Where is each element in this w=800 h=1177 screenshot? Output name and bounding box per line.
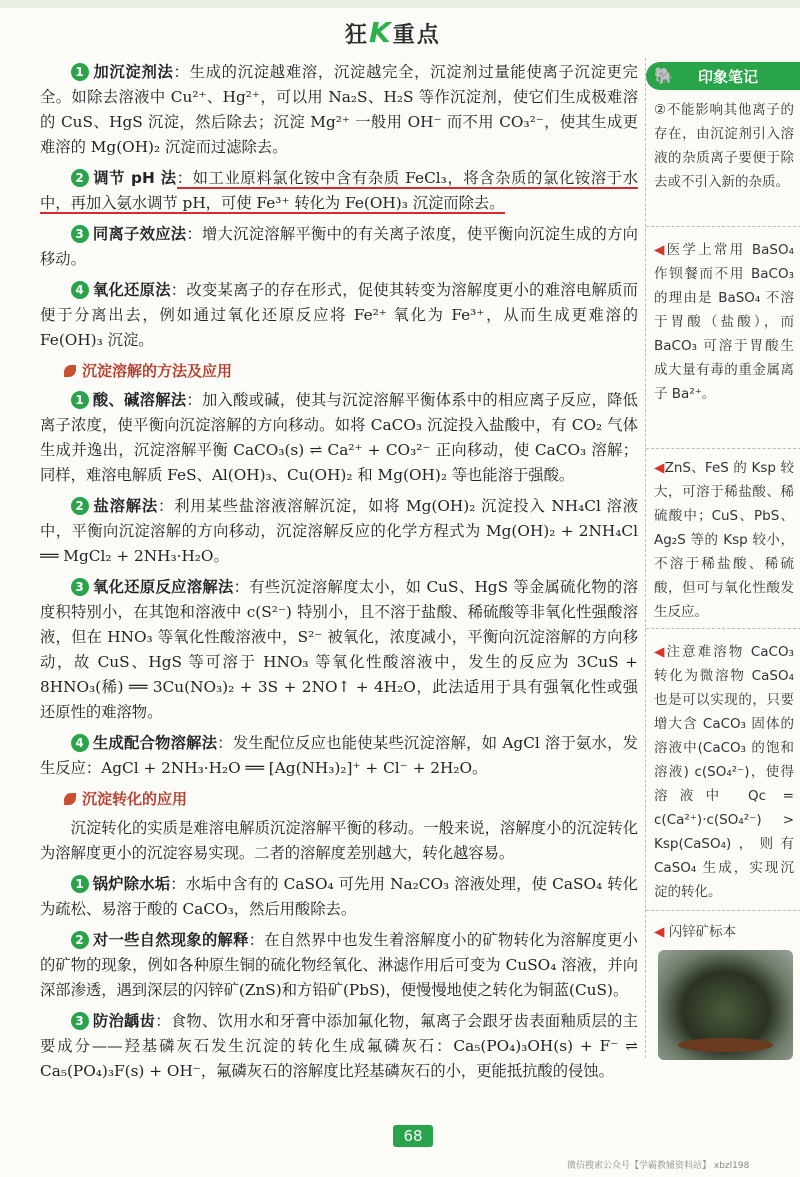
- para-4: [40, 278, 638, 353]
- note-5: [654, 920, 794, 944]
- para-q1: [40, 388, 638, 488]
- para-q2: [40, 494, 638, 569]
- num-4-icon: 4: [71, 281, 89, 299]
- para-1: [40, 60, 638, 160]
- note-4-text: 注意难溶物 CaCO₃ 转化为微溶物 CaSO₄ 也是可以实现的，只要增大含 CaCO₃ 固体的溶液中(CaCO₃ 的饱和溶液) c(SO₄²⁻)，使得溶液中 Qc = c(Ca²⁺)·c(SO₄²⁻) > Ksp(CaSO₄)，则有 CaSO₄ 生成，实现沉淀的转化。: [654, 644, 794, 900]
- elephant-icon: 🐘: [654, 66, 674, 85]
- num-3-icon: 3: [71, 225, 89, 243]
- num-3-icon: 3: [71, 1012, 89, 1030]
- q1-text: ：加入酸或碱，使其与沉淀溶解平衡体系中的相应离子反应，降低离子浓度，使平衡向沉淀溶解的方向移动。如将 CaCO₃ 沉淀投入盐酸中，有 CO₂ 气体生成并逸出，沉淀溶解平衡 CaCO₃(s) ⇌ Ca²⁺ + CO₃²⁻ 正向移动，使 CaCO₃ 溶解；同样，难溶电解质 FeS、Al(OH)₃、Cu(OH)₂ 和 Mg(OH)₂ 等也能溶于强酸。: [40, 391, 638, 484]
- para-r1: [40, 872, 638, 922]
- para-1-text: ：生成的沉淀越难溶，沉淀越完全，沉淀剂过量能使离子沉淀更完全。如除去溶液中 Cu²⁺、Hg²⁺，可以用 Na₂S、H₂S 等作沉淀剂，使它们生成极难溶的 CuS、HgS 沉淀，然后除去；沉淀 Mg²⁺ 一般用 OH⁻ 而不用 CO₃²⁻，使其生成更难溶的 Mg(OH)₂ 沉淀而过滤除去。: [40, 63, 638, 156]
- leaf-icon: [64, 365, 76, 377]
- para-intro: 沉淀转化的实质是难溶电解质沉淀溶解平衡的移动。一般来说，溶解度小的沉淀转化为溶解度更小的沉淀容易实现。二者的溶解度差别越大，转化越容易。: [40, 819, 638, 862]
- q2-label: 盐溶解法: [92, 497, 159, 515]
- specimen-base: [678, 1038, 773, 1052]
- q3-text: ：有些沉淀溶解度太小，如 CuS、HgS 等金属硫化物的溶度积特别小，在其饱和溶液中 c(S²⁻) 特别小，且不溶于盐酸、稀硫酸等非氧化性强酸溶液，但在 HNO₃ 等氧化性酸溶液中，S²⁻ 被氧化，浓度减小，平衡向沉淀溶解的方向移动，故 CuS、HgS 等可溶于 HNO₃ 等氧化性酸溶液中，发生的反应为 3CuS + 8HNO₃(稀) ══ 3Cu(NO₃)₂ + 3S + 2NO↑ + 4H₂O，此法适用于具有强氧化性或强还原性的难溶物。: [40, 578, 638, 721]
- triangle-icon: ◀: [654, 924, 665, 940]
- q3-label: 氧化还原反应溶解法: [92, 578, 234, 596]
- logo-right: 重点: [392, 23, 441, 48]
- logo-left: 狂: [345, 23, 370, 48]
- num-2-icon: 2: [71, 497, 89, 515]
- para-4-text: ：改变某离子的存在形式，促使其转变为溶解度更小的难溶电解质而便于分离出去，例如通过氧化还原反应将 Fe²⁺ 氧化为 Fe³⁺，从而生成更难溶的 Fe(OH)₃ 沉淀。: [40, 281, 638, 349]
- num-2-icon: 2: [71, 931, 89, 949]
- q1-label: 酸、碱溶解法: [92, 391, 187, 409]
- page-header: [0, 0, 800, 56]
- r1-text: ：水垢中含有的 CaSO₄ 可先用 Na₂CO₃ 溶液处理，使 CaSO₄ 转化为疏松、易溶于酸的 CaCO₃，然后用酸除去。: [40, 875, 638, 918]
- q4-label: 生成配合物溶解法: [92, 734, 218, 752]
- r1-label: 锅炉除水垢: [92, 875, 171, 893]
- divider: [646, 628, 800, 629]
- r3-label: 防治龋齿: [92, 1012, 156, 1030]
- note-1: ②不能影响其他离子的存在，由沉淀剂引入溶液的杂质离子要便于除去或不引入新的杂质。: [654, 102, 794, 190]
- para-q3: [40, 575, 638, 725]
- para-r2: [40, 928, 638, 1003]
- main-content: [40, 60, 638, 1090]
- triangle-icon: ◀: [654, 644, 667, 660]
- para-2: [40, 166, 638, 216]
- para-2-label: 调节 pH 法: [92, 169, 177, 187]
- divider: [646, 448, 800, 449]
- header-stripe: [0, 0, 800, 8]
- triangle-icon: ◀: [654, 460, 665, 476]
- sidebar-header: [646, 62, 800, 90]
- para-4-label: 氧化还原法: [92, 281, 171, 299]
- logo-k: K: [369, 16, 393, 49]
- note-3: [654, 456, 794, 624]
- para-1-label: 加沉淀剂法: [92, 63, 174, 81]
- para-q4: [40, 731, 638, 781]
- para-3-label: 同离子效应法: [92, 225, 187, 243]
- r2-text: ：在自然界中也发生着溶解度小的矿物转化为溶解度更小的矿物的现象，例如各种原生铜的硫化物经氧化、淋滤作用后可变为 CuSO₄ 溶液，并向深部渗透，遇到深层的闪锌矿(ZnS)和方铅矿(PbS)，便慢慢地使之转化为铜蓝(CuS)。: [40, 931, 638, 999]
- q2-text: ：利用某些盐溶液溶解沉淀，如将 Mg(OH)₂ 沉淀投入 NH₄Cl 溶液中，平衡向沉淀溶解的方向移动，沉淀溶解反应的化学方程式为 Mg(OH)₂ + 2NH₄Cl ══ MgCl₂ + 2NH₃·H₂O。: [40, 497, 638, 565]
- leaf-icon: [64, 793, 76, 805]
- sidebar: [645, 58, 800, 1058]
- divider: [646, 226, 800, 227]
- note-2: [654, 238, 794, 406]
- page-number: 68: [393, 1125, 433, 1147]
- sphalerite-specimen-image: [658, 950, 793, 1060]
- para-r3: [40, 1009, 638, 1084]
- note-3-text: ZnS、FeS 的 Ksp 较大，可溶于稀盐酸、稀硫酸中；CuS、PbS、Ag₂S 等的 Ksp 较小，不溶于稀盐酸、稀硫酸，但可与氧化性酸发生反应。: [654, 460, 794, 620]
- triangle-icon: ◀: [654, 242, 667, 258]
- note-2-text: 医学上常用 BaSO₄ 作钡餐而不用 BaCO₃ 的理由是 BaSO₄ 不溶于胃酸（盐酸），而 BaCO₃ 可溶于胃酸生成大量有毒的重金属离子 Ba²⁺。: [654, 242, 794, 402]
- note-4: [654, 640, 794, 904]
- para-3-text: ：增大沉淀溶解平衡中的有关离子浓度，使平衡向沉淀生成的方向移动。: [40, 225, 638, 268]
- num-1-icon: 1: [71, 875, 89, 893]
- num-1-icon: 1: [71, 391, 89, 409]
- para-2-text: ：如工业原料氯化铵中含有杂质 FeCl₃，将含杂质的氯化铵溶于水中，再加入氨水调节 pH，可使 Fe³⁺ 转化为 Fe(OH)₃ 沉淀而除去。: [40, 169, 638, 212]
- section-1-title: 沉淀溶解的方法及应用: [82, 362, 233, 380]
- section-2-title: 沉淀转化的应用: [82, 790, 188, 808]
- mineral-caption: 闪锌矿标本: [668, 924, 737, 940]
- section-heading-conversion: [64, 787, 638, 812]
- footer-watermark: 微信搜索公众号【学霸教辅资料站】 xbzl198: [567, 1161, 750, 1171]
- num-1-icon: 1: [71, 63, 89, 81]
- para-3: [40, 222, 638, 272]
- divider: [646, 910, 800, 911]
- sidebar-title: 印象笔记: [698, 68, 759, 86]
- num-3-icon: 3: [71, 578, 89, 596]
- num-4-icon: 4: [71, 734, 89, 752]
- num-2-icon: 2: [71, 169, 89, 187]
- section-heading-dissolution: [64, 359, 638, 384]
- r2-label: 对一些自然现象的解释: [92, 931, 249, 949]
- q4-text: ：发生配位反应也能使某些沉淀溶解，如 AgCl 溶于氨水，发生反应：AgCl + 2NH₃·H₂O ══ [Ag(NH₃)₂]⁺ + Cl⁻ + 2H₂O。: [40, 734, 638, 777]
- r3-text: ：食物、饮用水和牙膏中添加氟化物，氟离子会跟牙齿表面釉质层的主要成分——羟基磷灰石发生沉淀的转化生成氟磷灰石：Ca₅(PO₄)₃OH(s) + F⁻ ⇌ Ca₅(PO₄)₃F(s) + OH⁻，氟磷灰石的溶解度比羟基磷灰石的小，更能抵抗酸的侵蚀。: [40, 1012, 638, 1080]
- logo: [345, 16, 441, 49]
